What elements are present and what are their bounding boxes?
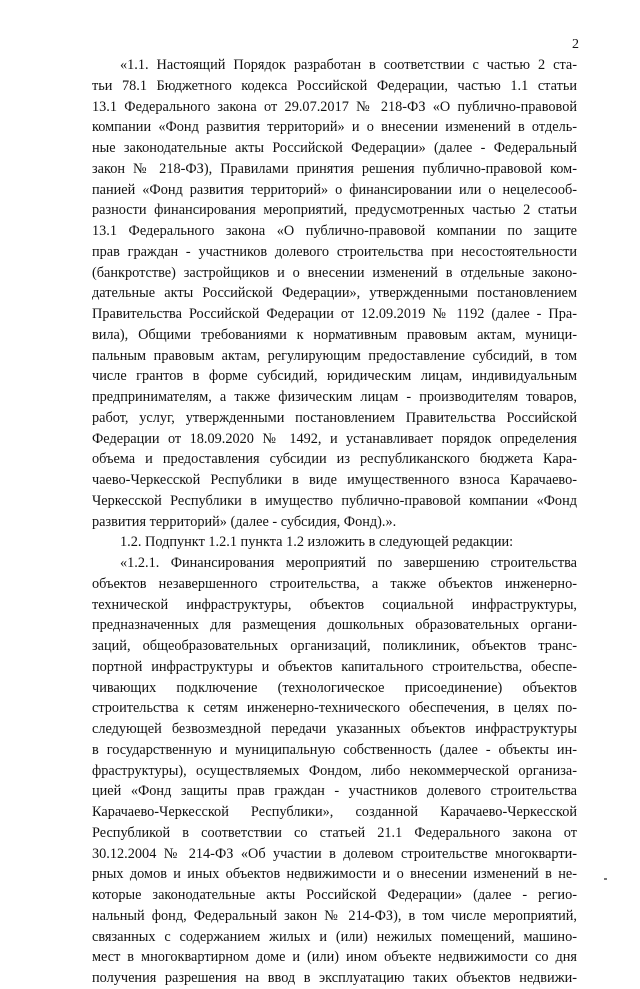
text-line: дательные акты Российской Федерации», утвержденными постановлением <box>92 285 577 302</box>
scan-mark <box>604 878 607 880</box>
text-line: Карачаево-Черкесской Республики», созданной Карачаево-Черкесской <box>92 804 577 820</box>
text-line: 30.12.2004 № 214-ФЗ «Об участии в долевом строительстве многокварти- <box>92 845 577 862</box>
text-line: Правительства Российской Федерации от 12.09.2019 № 1192 (далее - Пра- <box>92 306 577 322</box>
text-line: компании «Фонд развития территорий» и о внесении изменений в отдель- <box>92 119 577 136</box>
text-line: которые законодательные акты Российской Федерации» (далее - регио- <box>92 887 577 903</box>
text-line: предназначенных для размещения дошкольных образовательных органи- <box>92 617 577 634</box>
text-line: в государственную и муниципальную собственность (далее - объекты ин- <box>92 741 577 758</box>
text-line: Федерации от 18.09.2020 № 1492, и устанавливает порядок определения <box>92 430 577 447</box>
text-line: 13.1 Федерального закона от 29.07.2017 № 218-ФЗ «О публично-правовой <box>92 98 577 115</box>
text-line: прав граждан - участников долевого строительства при несостоятельности <box>92 243 577 260</box>
text-line: «1.2.1. Финансирования мероприятий по завершению строительства <box>120 555 577 571</box>
text-line: (банкротстве) застройщиков и о внесении изменений в отдельные законо- <box>92 264 577 281</box>
text-line: закон № 218-ФЗ), Правилами принятия решения публично-правовой ком- <box>92 160 577 177</box>
text-line: Черкесской Республики в имущество публично-правовой компании «Фонд <box>92 492 577 509</box>
text-line: следующей безвозмездной передачи указанных объектов инфраструктуры <box>92 721 577 737</box>
text-line: Республикой в соответствии со статьей 21.1 Федерального закона от <box>92 824 577 841</box>
text-line: пальным правовым актам, регулирующим предоставление субсидий, в том <box>92 347 577 364</box>
text-line: нальный фонд, Федеральный закон № 214-ФЗ), в том числе мероприятий, <box>92 907 577 924</box>
text-line: рных домов и иных объектов недвижимости и о внесении изменений в не- <box>92 866 577 883</box>
text-line: чаево-Черкесской Республики в виде имущественного взноса Карачаево- <box>92 472 577 488</box>
text-line: 13.1 Федерального закона «О публично-правовой компании по защите <box>92 223 577 239</box>
document-body <box>92 55 577 989</box>
text-line: «1.1. Настоящий Порядок разработан в соответствии с частью 2 ста- <box>120 57 577 73</box>
text-line: тьи 78.1 Бюджетного кодекса Российской Федерации, частью 1.1 статьи <box>92 77 577 94</box>
text-line: вила), Общими требованиями к нормативным правовым актам, муници- <box>92 326 577 343</box>
page-number: 2 <box>572 37 579 52</box>
text-line: фраструктуры), осуществляемых Фондом, либо некоммерческой организа- <box>92 762 577 779</box>
text-line: ные законодательные акты Российской Федерации» (далее - Федеральный <box>92 140 577 156</box>
text-line: 1.2. Подпункт 1.2.1 пункта 1.2 изложить в следующей редакции: <box>120 534 514 551</box>
text-line: работ, услуг, утвержденными постановлением Правительства Российской <box>92 409 577 426</box>
text-line: строительства к сетям инженерно-технического обеспечения, в целях по- <box>92 700 577 717</box>
text-line: получения разрешения на ввод в эксплуатацию таких объектов недвижи- <box>92 970 577 986</box>
text-line: мест в многоквартирном доме и (или) ином объекте недвижимости со дня <box>92 949 577 966</box>
text-line: заций, общеобразовательных организаций, поликлиник, объектов транс- <box>92 638 577 654</box>
text-line: развития территорий» (далее - субсидия, Фонд).». <box>92 513 397 530</box>
text-line: объема и предоставления субсидии из республиканского бюджета Кара- <box>92 451 577 468</box>
text-line: портной инфраструктуры и объектов капитального строительства, обеспе- <box>92 658 577 675</box>
text-line: числе грантов в форме субсидий, юридическим лицам, индивидуальным <box>92 368 577 385</box>
text-line: объектов незавершенного строительства, а также объектов инженерно- <box>92 575 577 592</box>
text-line: цией «Фонд защиты прав граждан - участников долевого строительства <box>92 783 577 800</box>
text-line: технической инфраструктуры, объектов социальной инфраструктуры, <box>92 596 577 613</box>
text-line: предпринимателям, а также физическим лицам - производителям товаров, <box>92 389 577 405</box>
text-line: связанных с содержанием жилых и (или) нежилых помещений, машино- <box>92 928 577 945</box>
text-line: чивающих подключение (технологическое присоединение) объектов <box>92 679 577 696</box>
text-line: панией «Фонд развития территорий» о финансировании или о нецелесооб- <box>92 181 577 198</box>
text-line: разности финансирования мероприятий, предусмотренных частью 2 статьи <box>92 202 577 219</box>
